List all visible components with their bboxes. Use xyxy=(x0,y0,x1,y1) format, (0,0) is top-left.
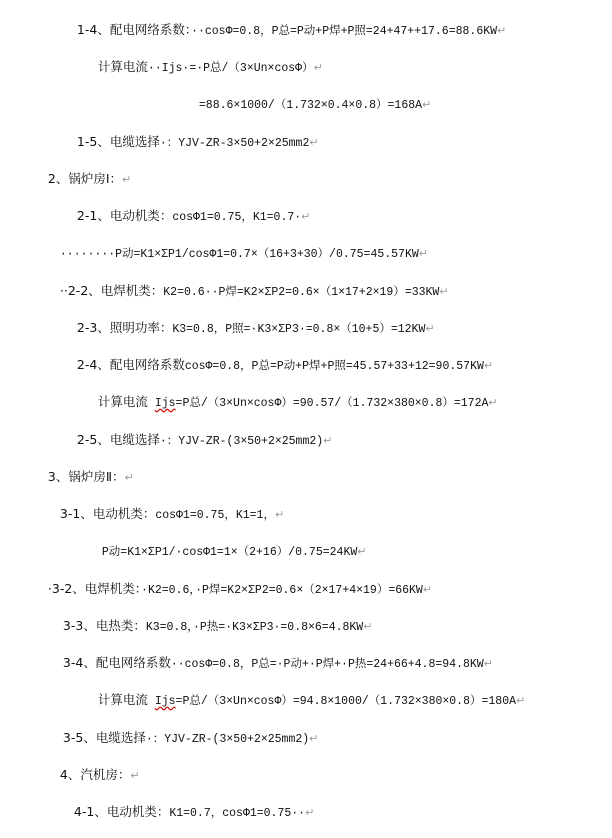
document-line-l12 xyxy=(61,416,333,448)
line-formula-text: cosΦ=0.8，P总=P动+P焊+P照=45.57+33+12=90.57KW xyxy=(184,360,484,373)
paragraph-mark-icon: ↵ xyxy=(124,471,134,484)
line-formula-text: K3=0.8，·P热=·K3×ΣP3·=0.8×6=4.8KW xyxy=(145,621,364,634)
spellcheck-underlined-text: Ijs xyxy=(154,695,176,708)
line-heading-text: 计算电流 xyxy=(97,394,148,409)
paragraph-mark-icon: ↵ xyxy=(488,396,498,409)
line-heading-text: 3-3、电热类： xyxy=(62,618,146,633)
line-heading-text: 计算电流 xyxy=(97,692,148,707)
line-spacer xyxy=(148,397,155,410)
paragraph-mark-icon: ↵ xyxy=(422,98,432,111)
document-line-l9 xyxy=(61,304,435,336)
document-line-l3 xyxy=(183,80,432,112)
paragraph-mark-icon: ↵ xyxy=(516,694,526,707)
line-formula-text: cosΦ1=0.75，K1=0.7· xyxy=(172,211,302,224)
document-line-l16 xyxy=(32,565,433,597)
paragraph-mark-icon: ↵ xyxy=(309,136,319,149)
line-formula-text: ··cosΦ=0.8，P总=P动+P焊+P照=24+47++17.6=88.6KW xyxy=(191,25,498,38)
line-formula-text: K3=0.8，P照=·K3×ΣP3·=0.8×（10+5）=12KW xyxy=(172,323,426,336)
line-formula-text: =P总/（3×Un×cosΦ）=94.8×1000/（1.732×380×0.8）=180A xyxy=(175,695,516,708)
line-formula-text: ·：YJV-ZR-(3×50+2×25mm2) xyxy=(145,733,310,746)
line-formula-text: K1=0.7，cosΦ1=0.75·· xyxy=(169,807,306,820)
line-heading-text: 3-1、电动机类： xyxy=(59,506,156,521)
line-formula-text: ··cosΦ=0.8，P总=·P动+·P焊+·P热=24+66+4.8=94.8KW xyxy=(170,658,484,671)
document-line-l4 xyxy=(61,118,319,150)
document-line-l10 xyxy=(61,341,494,373)
line-heading-text: 1-5、电缆选择 xyxy=(76,134,160,149)
document-line-l21 xyxy=(44,751,140,782)
document-line-l14 xyxy=(44,490,285,522)
paragraph-mark-icon: ↵ xyxy=(425,322,435,335)
line-formula-text: K2=0.6··P焊=K2×ΣP2=0.6×（1×17+2×19）=33KW xyxy=(163,286,440,299)
line-heading-text: ·3-2、电焊机类： xyxy=(47,581,142,596)
paragraph-mark-icon: ↵ xyxy=(497,24,507,37)
paragraph-mark-icon: ↵ xyxy=(323,434,333,447)
line-formula-text: cosΦ1=0.75，K1=1， xyxy=(155,509,275,522)
paragraph-mark-icon: ↵ xyxy=(274,508,285,521)
line-heading-text: 2、锅炉房Ⅰ： xyxy=(47,171,123,186)
document-line-l1 xyxy=(61,6,507,38)
document-line-l17 xyxy=(47,602,373,634)
paragraph-mark-icon: ↵ xyxy=(313,61,323,74)
paragraph-mark-icon: ↵ xyxy=(122,173,132,186)
line-formula-text: ·K2=0.6，·P焊=K2×ΣP2=0.6×（2×17+4×19）=66KW xyxy=(141,584,423,597)
line-formula-text: ··Ijs·=·P总/（3×Un×cosΦ） xyxy=(147,62,314,75)
document-line-l11 xyxy=(82,378,498,410)
document-line-l6 xyxy=(61,192,311,224)
document-line-l22 xyxy=(58,788,315,820)
document-line-l13 xyxy=(32,453,134,484)
line-formula-text: ·：YJV-ZR-(3×50+2×25mm2) xyxy=(159,435,324,448)
line-heading-text: 2-5、电缆选择 xyxy=(76,432,160,447)
paragraph-mark-icon: ↵ xyxy=(422,583,433,596)
line-formula-text: P动=K1×ΣP1/·cosΦ1=1×（2+16）/0.75=24KW xyxy=(101,546,358,559)
document-line-l5 xyxy=(32,155,132,186)
spellcheck-underlined-text: Ijs xyxy=(154,397,176,410)
line-heading-text: 4-1、电动机类： xyxy=(73,804,170,819)
paragraph-mark-icon: ↵ xyxy=(309,732,319,745)
line-heading-text: 2-4、配电网络系数 xyxy=(76,357,185,372)
paragraph-mark-icon: ↵ xyxy=(483,657,493,670)
paragraph-mark-icon: ↵ xyxy=(305,806,315,819)
line-spacer xyxy=(148,695,155,708)
line-heading-text: 2-1、电动机类： xyxy=(76,208,173,223)
line-heading-text: 计算电流 xyxy=(97,59,148,74)
line-heading-text: 2-3、照明功率： xyxy=(76,320,173,335)
document-line-l2 xyxy=(82,43,323,75)
paragraph-mark-icon: ↵ xyxy=(357,545,367,558)
document-line-l18 xyxy=(47,639,493,671)
line-formula-text: ········P动=K1×ΣP1/cosΦ1=0.7×（16+3+30）/0.75=45.57KW xyxy=(59,248,419,261)
document-line-l7 xyxy=(44,229,428,261)
paragraph-mark-icon: ↵ xyxy=(363,620,373,633)
paragraph-mark-icon: ↵ xyxy=(130,769,140,782)
document-line-l8 xyxy=(44,267,449,299)
line-heading-text: 3-5、电缆选择 xyxy=(62,730,146,745)
document-line-l19 xyxy=(82,676,526,708)
line-formula-text: ·：YJV-ZR-3×50+2×25mm2 xyxy=(159,137,310,150)
line-heading-text: 3-4、配电网络系数 xyxy=(62,655,171,670)
paragraph-mark-icon: ↵ xyxy=(418,247,428,260)
line-heading-text: 4、汽机房： xyxy=(59,767,131,782)
line-heading-text: 3、锅炉房Ⅱ： xyxy=(47,469,125,484)
document-line-l15 xyxy=(86,527,367,559)
line-heading-text: 1-4、配电网络系数： xyxy=(76,22,192,37)
line-formula-text: =P总/（3×Un×cosΦ）=90.57/（1.732×380×0.8）=172A xyxy=(175,397,489,410)
document-line-l20 xyxy=(47,714,319,746)
line-heading-text: ··2-2、电焊机类： xyxy=(59,283,164,298)
paragraph-mark-icon: ↵ xyxy=(439,285,449,298)
paragraph-mark-icon: ↵ xyxy=(483,359,494,372)
paragraph-mark-icon: ↵ xyxy=(301,210,311,223)
line-formula-text: =88.6×1000/（1.732×0.4×0.8）=168A xyxy=(198,99,423,112)
